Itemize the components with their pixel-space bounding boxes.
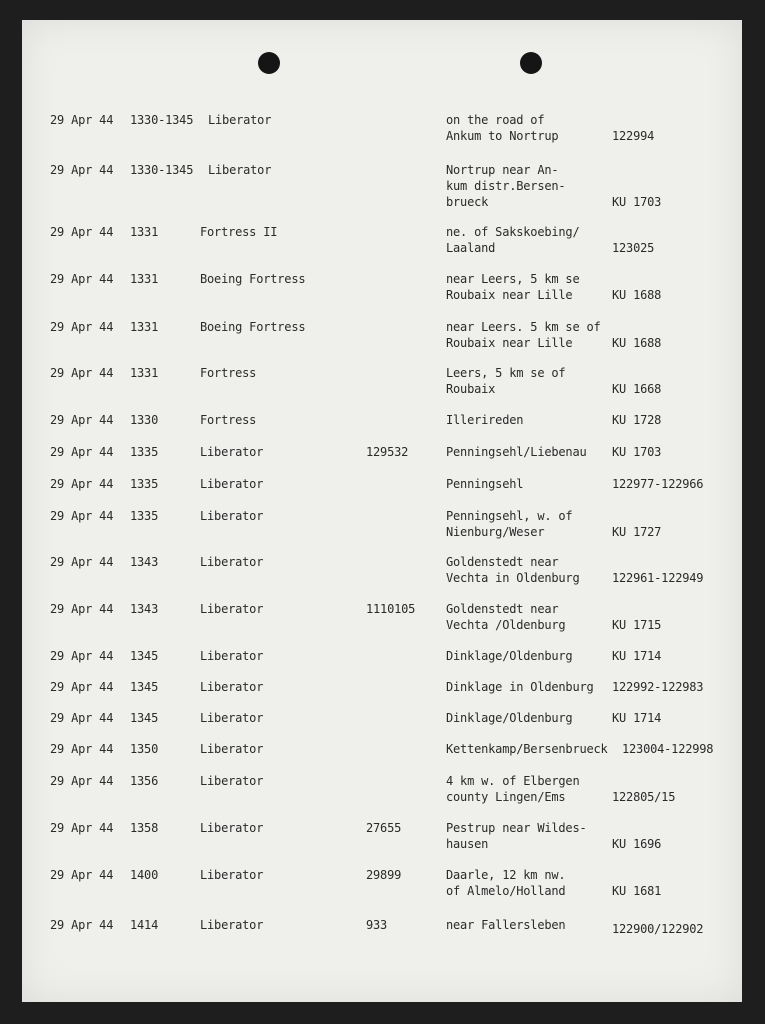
record-aircraft: Liberator bbox=[200, 821, 264, 835]
record-date: 29 Apr 44 bbox=[50, 477, 114, 491]
record-reference: KU 1714 bbox=[612, 711, 662, 725]
record-reference: KU 1703 bbox=[612, 445, 662, 459]
record-number: 27655 bbox=[366, 821, 402, 835]
record-place: near Fallersleben bbox=[446, 918, 566, 932]
punch-hole-left bbox=[258, 52, 280, 74]
record-time: 1335 bbox=[130, 445, 159, 459]
record-time: 1414 bbox=[130, 918, 159, 932]
record-reference: KU 1696 bbox=[612, 837, 662, 851]
record-aircraft: Boeing Fortress bbox=[200, 272, 306, 286]
record-date: 29 Apr 44 bbox=[50, 680, 114, 694]
record-aircraft: Liberator bbox=[200, 680, 264, 694]
record-time: 1330-1345 bbox=[130, 113, 194, 127]
record-aircraft: Liberator bbox=[200, 509, 264, 523]
record-time: 1400 bbox=[130, 868, 159, 882]
record-aircraft: Liberator bbox=[200, 477, 264, 491]
record-time: 1356 bbox=[130, 774, 159, 788]
record-reference: KU 1668 bbox=[612, 382, 662, 396]
record-place: Dinklage/Oldenburg bbox=[446, 649, 573, 663]
record-aircraft: Liberator bbox=[200, 742, 264, 756]
record-reference: 122805/15 bbox=[612, 790, 676, 804]
record-place: near Leers, 5 km se Roubaix near Lille bbox=[446, 272, 580, 302]
record-place: Illerireden bbox=[446, 413, 524, 427]
record-time: 1345 bbox=[130, 711, 159, 725]
record-date: 29 Apr 44 bbox=[50, 413, 114, 427]
record-aircraft: Boeing Fortress bbox=[200, 320, 306, 334]
record-date: 29 Apr 44 bbox=[50, 821, 114, 835]
record-reference: KU 1688 bbox=[612, 288, 662, 302]
record-reference: KU 1681 bbox=[612, 884, 662, 898]
record-place: 4 km w. of Elbergen county Lingen/Ems bbox=[446, 774, 580, 804]
record-date: 29 Apr 44 bbox=[50, 113, 114, 127]
record-reference: 122961-122949 bbox=[612, 571, 704, 585]
record-aircraft: Liberator bbox=[200, 774, 264, 788]
record-reference: KU 1715 bbox=[612, 618, 662, 632]
record-date: 29 Apr 44 bbox=[50, 163, 114, 177]
record-date: 29 Apr 44 bbox=[50, 918, 114, 932]
record-date: 29 Apr 44 bbox=[50, 711, 114, 725]
record-reference: 122900/122902 bbox=[612, 922, 704, 936]
record-aircraft: Fortress bbox=[200, 413, 257, 427]
record-reference: 122994 bbox=[612, 129, 655, 143]
record-date: 29 Apr 44 bbox=[50, 225, 114, 239]
punch-hole-right bbox=[520, 52, 542, 74]
record-aircraft: Liberator bbox=[200, 555, 264, 569]
record-time: 1343 bbox=[130, 555, 159, 569]
record-time: 1330-1345 bbox=[130, 163, 194, 177]
record-place: near Leers. 5 km se of Roubaix near Lille bbox=[446, 320, 601, 350]
record-aircraft: Liberator bbox=[200, 602, 264, 616]
document-page bbox=[22, 20, 742, 1002]
record-reference: 123004-122998 bbox=[622, 742, 714, 756]
record-aircraft: Liberator bbox=[200, 649, 264, 663]
record-place: Penningsehl bbox=[446, 477, 524, 491]
record-place: Leers, 5 km se of Roubaix bbox=[446, 366, 566, 396]
record-reference: KU 1714 bbox=[612, 649, 662, 663]
record-date: 29 Apr 44 bbox=[50, 272, 114, 286]
record-place: Dinklage/Oldenburg bbox=[446, 711, 573, 725]
record-number: 29899 bbox=[366, 868, 402, 882]
record-place: Pestrup near Wildes- hausen bbox=[446, 821, 587, 851]
record-aircraft: Liberator bbox=[200, 918, 264, 932]
record-reference: KU 1727 bbox=[612, 525, 662, 539]
record-time: 1331 bbox=[130, 366, 159, 380]
record-number: 933 bbox=[366, 918, 388, 932]
record-time: 1345 bbox=[130, 680, 159, 694]
record-date: 29 Apr 44 bbox=[50, 320, 114, 334]
record-date: 29 Apr 44 bbox=[50, 366, 114, 380]
record-place: Dinklage in Oldenburg bbox=[446, 680, 594, 694]
record-place: Penningsehl/Liebenau bbox=[446, 445, 587, 459]
record-place: Nortrup near An- kum distr.Bersen- brueck bbox=[446, 163, 566, 209]
record-date: 29 Apr 44 bbox=[50, 868, 114, 882]
record-place: Kettenkamp/Bersenbrueck bbox=[446, 742, 608, 756]
record-aircraft: Liberator bbox=[200, 711, 264, 725]
record-date: 29 Apr 44 bbox=[50, 774, 114, 788]
record-time: 1343 bbox=[130, 602, 159, 616]
record-date: 29 Apr 44 bbox=[50, 445, 114, 459]
record-aircraft: Liberator bbox=[208, 113, 272, 127]
record-place: Daarle, 12 km nw. of Almelo/Holland bbox=[446, 868, 566, 898]
record-time: 1358 bbox=[130, 821, 159, 835]
record-time: 1345 bbox=[130, 649, 159, 663]
record-reference: 122977-122966 bbox=[612, 477, 704, 491]
record-time: 1331 bbox=[130, 225, 159, 239]
record-date: 29 Apr 44 bbox=[50, 555, 114, 569]
record-place: on the road of Ankum to Nortrup bbox=[446, 113, 559, 143]
record-place: Penningsehl, w. of Nienburg/Weser bbox=[446, 509, 573, 539]
record-time: 1335 bbox=[130, 477, 159, 491]
record-number: 129532 bbox=[366, 445, 409, 459]
record-date: 29 Apr 44 bbox=[50, 509, 114, 523]
record-aircraft: Fortress II bbox=[200, 225, 278, 239]
record-time: 1335 bbox=[130, 509, 159, 523]
record-aircraft: Liberator bbox=[200, 445, 264, 459]
record-reference: 123025 bbox=[612, 241, 655, 255]
record-time: 1331 bbox=[130, 272, 159, 286]
record-time: 1331 bbox=[130, 320, 159, 334]
record-place: Goldenstedt near Vechta /Oldenburg bbox=[446, 602, 566, 632]
record-number: 1110105 bbox=[366, 602, 416, 616]
record-aircraft: Liberator bbox=[208, 163, 272, 177]
record-time: 1350 bbox=[130, 742, 159, 756]
record-place: Goldenstedt near Vechta in Oldenburg bbox=[446, 555, 580, 585]
record-date: 29 Apr 44 bbox=[50, 649, 114, 663]
record-time: 1330 bbox=[130, 413, 159, 427]
record-aircraft: Liberator bbox=[200, 868, 264, 882]
record-reference: 122992-122983 bbox=[612, 680, 704, 694]
record-reference: KU 1703 bbox=[612, 195, 662, 209]
record-date: 29 Apr 44 bbox=[50, 742, 114, 756]
record-aircraft: Fortress bbox=[200, 366, 257, 380]
record-reference: KU 1688 bbox=[612, 336, 662, 350]
record-reference: KU 1728 bbox=[612, 413, 662, 427]
record-date: 29 Apr 44 bbox=[50, 602, 114, 616]
record-place: ne. of Sakskoebing/ Laaland bbox=[446, 225, 580, 255]
